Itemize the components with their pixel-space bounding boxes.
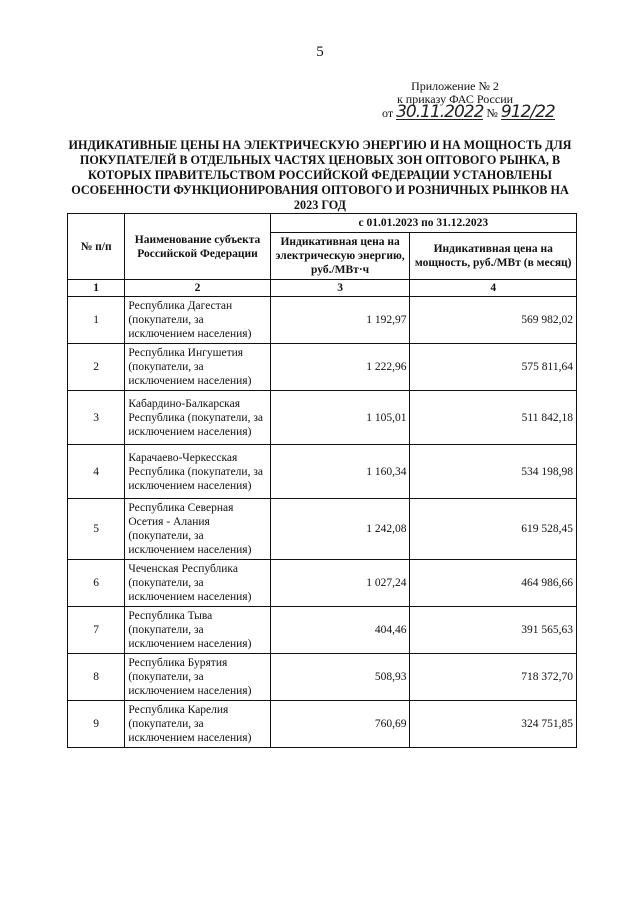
header-energy-price: Индикативная цена на электрическую энергию, руб./МВт·ч — [270, 233, 410, 280]
table-row — [68, 560, 577, 607]
table-row — [68, 344, 577, 391]
row-energy-price: 1 027,24 — [270, 560, 410, 607]
row-energy-price: 1 192,97 — [270, 297, 410, 344]
table-row — [68, 607, 577, 654]
table-row — [68, 297, 577, 344]
handwritten-date: 30.11.2022 — [396, 102, 484, 122]
page-number: 5 — [316, 44, 324, 60]
row-power-price: 718 372,70 — [410, 654, 577, 701]
table-row — [68, 391, 577, 445]
header-power-price: Индикативная цена на мощность, руб./МВт (в месяц) — [410, 233, 577, 280]
row-power-price: 391 565,63 — [410, 607, 577, 654]
row-subject-name: Республика Бурятия (покупатели, за исключением населения) — [125, 654, 270, 701]
row-subject-name: Кабардино-Балкарская Республика (покупатели, за исключением населения) — [125, 391, 270, 445]
row-number: 1 — [68, 297, 125, 344]
row-power-price: 534 198,98 — [410, 445, 577, 499]
column-index: 2 — [125, 280, 270, 297]
row-energy-price: 404,46 — [270, 607, 410, 654]
row-number: 6 — [68, 560, 125, 607]
table-row — [68, 445, 577, 499]
appendix-block — [380, 79, 555, 122]
row-subject-name: Республика Тыва (покупатели, за исключением населения) — [125, 607, 270, 654]
row-number: 5 — [68, 499, 125, 560]
row-number: 2 — [68, 344, 125, 391]
column-index: 3 — [270, 280, 410, 297]
table-row — [68, 654, 577, 701]
row-subject-name: Республика Карелия (покупатели, за исключением населения) — [125, 701, 270, 748]
prices-table — [67, 213, 577, 748]
header-number: № п/п — [68, 214, 125, 280]
column-index: 1 — [68, 280, 125, 297]
column-index-row — [68, 280, 577, 297]
row-energy-price: 1 105,01 — [270, 391, 410, 445]
row-subject-name: Республика Дагестан (покупатели, за исключением населения) — [125, 297, 270, 344]
row-energy-price: 1 242,08 — [270, 499, 410, 560]
row-power-price: 619 528,45 — [410, 499, 577, 560]
header-subject: Наименование субъекта Российской Федерации — [125, 214, 270, 280]
row-energy-price: 760,69 — [270, 701, 410, 748]
column-index: 4 — [410, 280, 577, 297]
appendix-title: Приложение № 2 — [411, 79, 499, 93]
row-power-price: 575 811,64 — [410, 344, 577, 391]
row-number: 9 — [68, 701, 125, 748]
appendix-date-number — [380, 102, 555, 122]
row-power-price: 569 982,02 — [410, 297, 577, 344]
row-subject-name: Республика Ингушетия (покупатели, за исключением населения) — [125, 344, 270, 391]
row-number: 3 — [68, 391, 125, 445]
table-row — [68, 499, 577, 560]
row-subject-name: Чеченская Республика (покупатели, за исключением населения) — [125, 560, 270, 607]
row-energy-price: 508,93 — [270, 654, 410, 701]
row-subject-name: Карачаево-Черкесская Республика (покупатели, за исключением населения) — [125, 445, 270, 499]
date-prefix: от — [382, 106, 394, 120]
row-power-price: 324 751,85 — [410, 701, 577, 748]
row-power-price: 464 986,66 — [410, 560, 577, 607]
handwritten-number: 912/22 — [500, 102, 555, 122]
table-row — [68, 701, 577, 748]
row-number: 7 — [68, 607, 125, 654]
appendix-order-ref: к приказу ФАС России — [396, 92, 514, 106]
row-energy-price: 1 160,34 — [270, 445, 410, 499]
header-period: с 01.01.2023 по 31.12.2023 — [270, 214, 576, 233]
row-subject-name: Республика Северная Осетия - Алания (покупатели, за исключением населения) — [125, 499, 270, 560]
row-number: 4 — [68, 445, 125, 499]
row-energy-price: 1 222,96 — [270, 344, 410, 391]
row-power-price: 511 842,18 — [410, 391, 577, 445]
document-title: ИНДИКАТИВНЫЕ ЦЕНЫ НА ЭЛЕКТРИЧЕСКУЮ ЭНЕРГИЮ И НА МОЩНОСТЬ ДЛЯ ПОКУПАТЕЛЕЙ В ОТДЕЛЬНЫХ ЧАСТЯХ ЦЕНОВЫХ ЗОН ОПТОВОГО РЫНКА, В КОТОРЫХ ПРАВИТЕЛЬСТВОМ РОССИЙСКОЙ ФЕДЕРАЦИИ УСТАНОВЛЕНЫ ОСОБЕННОСТИ ФУНКЦИОНИРОВАНИЯ ОПТОВОГО И РОЗНИЧНЫХ РЫНКОВ НА 2023 ГОД — [68, 138, 572, 212]
number-prefix: № — [486, 106, 498, 120]
row-number: 8 — [68, 654, 125, 701]
table-header-row — [68, 214, 577, 233]
